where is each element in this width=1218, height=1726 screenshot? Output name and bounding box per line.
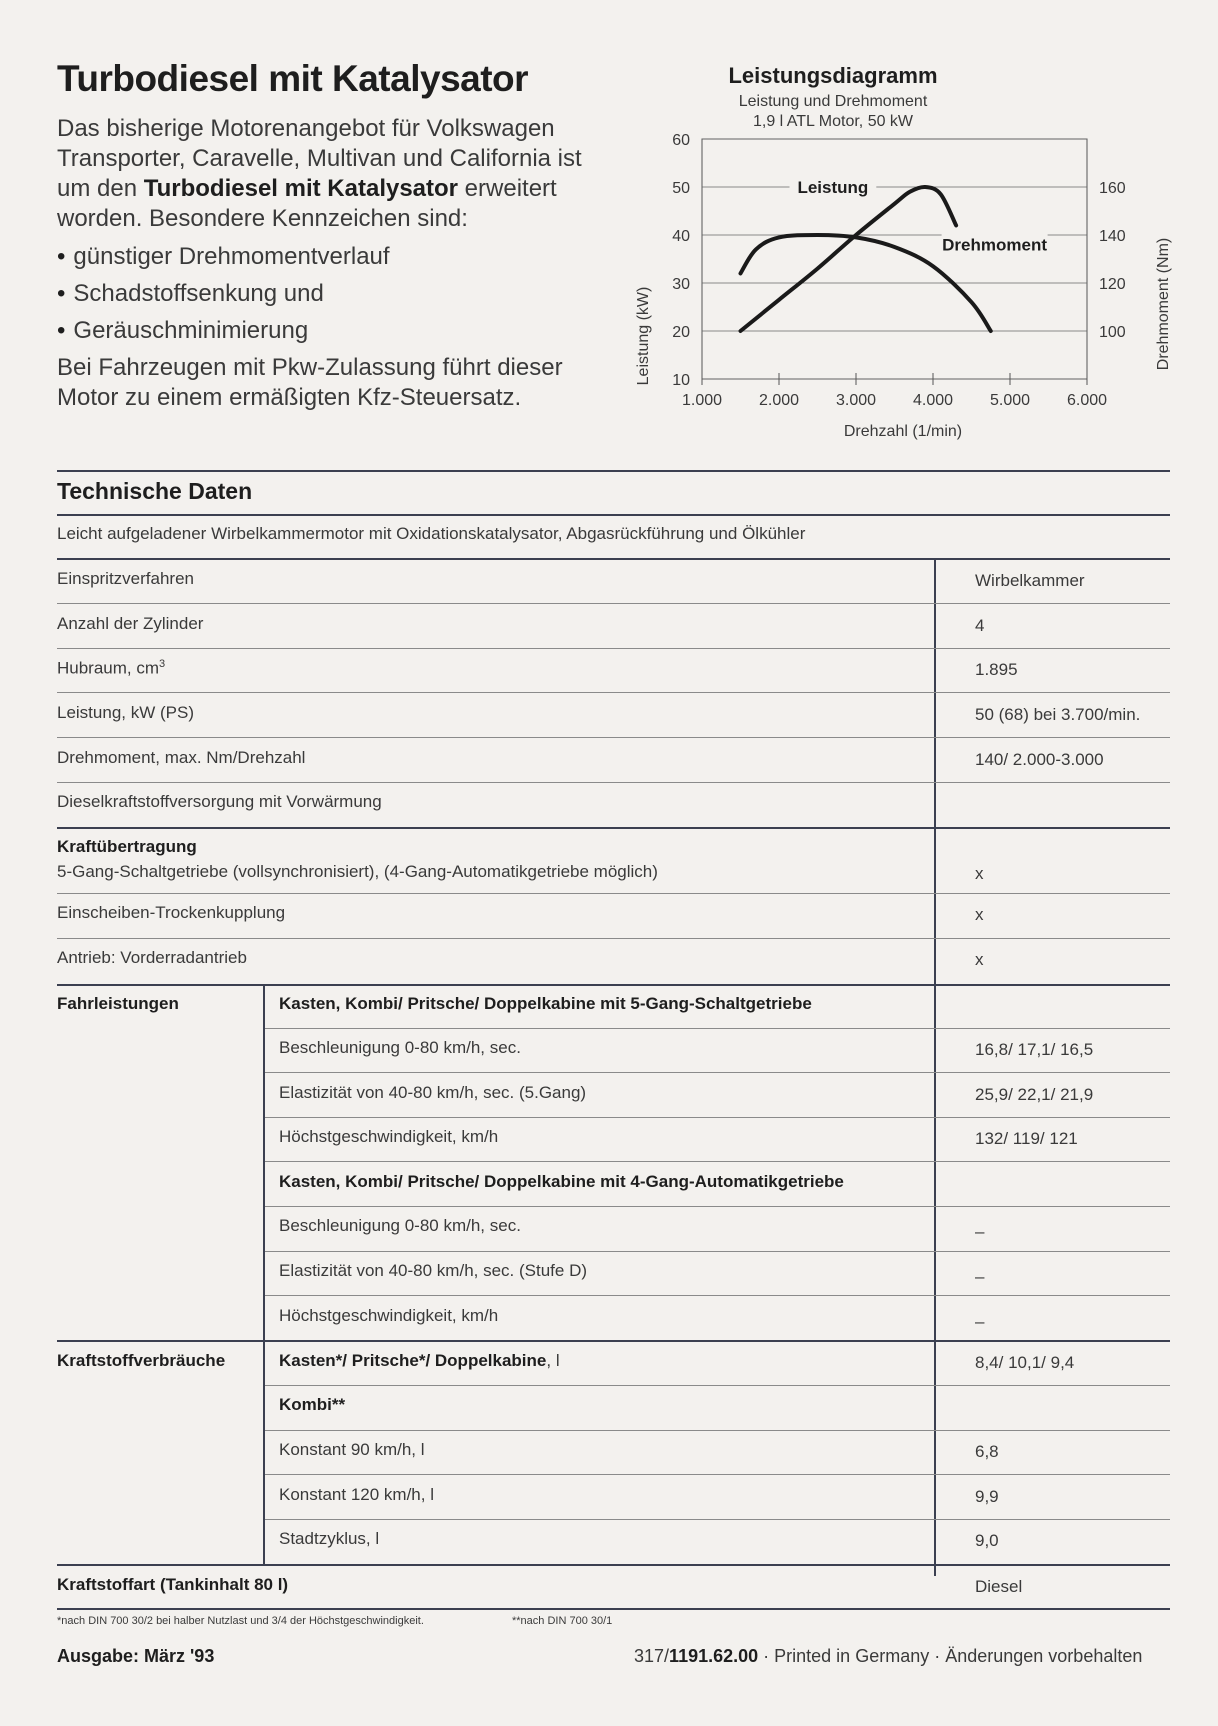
series-label: Leistung <box>797 178 869 197</box>
divider <box>265 1072 1170 1073</box>
divider <box>265 1474 1170 1475</box>
feature-list <box>57 238 617 349</box>
y-right-tick-label: 100 <box>1099 324 1126 341</box>
feature-item: • Schadstoffsenkung und <box>57 275 617 312</box>
print-info: 317/1191.62.00 · Printed in Germany · Änderungen vorbehalten <box>634 1646 1143 1666</box>
table-row-label: Leistung, kW (PS) <box>57 703 194 722</box>
table-row-value: – <box>975 1267 985 1286</box>
table-row-label: Konstant 120 km/h, l <box>279 1485 434 1504</box>
divider <box>265 1430 1170 1431</box>
chart-title: Leistungsdiagramm <box>728 63 938 88</box>
table-row-label: Elastizität von 40-80 km/h, sec. (Stufe D) <box>279 1261 588 1280</box>
table-row-label: Anzahl der Zylinder <box>57 614 204 633</box>
divider <box>265 1206 1170 1207</box>
divider <box>57 470 1170 472</box>
performance-group-title: Kasten, Kombi/ Pritsche/ Doppelkabine mit 5-Gang-Schaltgetriebe <box>279 994 812 1013</box>
consumption-heading: Kraftstoffverbräuche <box>57 1351 226 1370</box>
table-row-label: Elastizität von 40-80 km/h, sec. (5.Gang) <box>279 1083 587 1102</box>
y-left-tick-label: 60 <box>672 132 690 149</box>
divider <box>265 1251 1170 1252</box>
feature-item: • Geräuschminimierung <box>57 312 617 349</box>
x-tick-label: 4.000 <box>912 392 954 409</box>
divider <box>57 514 1170 516</box>
table-row-value: – <box>975 1312 985 1331</box>
divider <box>57 692 1170 693</box>
engine-description: Leicht aufgeladener Wirbelkammermotor mit Oxidationskatalysator, Abgasrückführung und Ölkühler <box>57 524 806 543</box>
footnote-1: *nach DIN 700 30/2 bei halber Nutzlast und 3/4 der Höchstgeschwindigkeit. <box>57 1615 424 1627</box>
divider <box>265 1117 1170 1118</box>
divider <box>265 1295 1170 1296</box>
performance-group-title: Kasten, Kombi/ Pritsche/ Doppelkabine mit 4-Gang-Automatikgetriebe <box>279 1172 844 1191</box>
table-row-value: 140/ 2.000-3.000 <box>975 750 1104 769</box>
divider <box>57 938 1170 939</box>
performance-chart <box>620 56 1180 446</box>
feature-item: • günstiger Drehmomentverlauf <box>57 238 617 275</box>
fuel-type-label: Kraftstoffart (Tankinhalt 80 l) <box>57 1575 289 1594</box>
divider <box>57 827 1170 829</box>
table-row-label: Beschleunigung 0-80 km/h, sec. <box>279 1216 521 1235</box>
table-row-label: Höchstgeschwindigkeit, km/h <box>279 1306 499 1325</box>
page-title: Turbodiesel mit Katalysator <box>57 58 529 99</box>
edition-label: Ausgabe: März '93 <box>57 1646 215 1666</box>
divider <box>57 782 1170 783</box>
table-row-label: Stadtzyklus, l <box>279 1529 380 1548</box>
divider <box>57 893 1170 894</box>
series-label: Drehmoment <box>942 235 1048 255</box>
table-row-value: – <box>975 1222 985 1241</box>
intro-paragraph-2: Bei Fahrzeugen mit Pkw-Zulassung führt dieser Motor zu einem ermäßigten Kfz-Steuersatz. <box>57 354 563 411</box>
x-tick-label: 6.000 <box>1066 392 1108 409</box>
table-row-value: 25,9/ 22,1/ 21,9 <box>975 1085 1094 1104</box>
table-row-value: 9,0 <box>975 1531 999 1550</box>
table-row-label: Antrieb: Vorderradantrieb <box>57 948 247 967</box>
table-row-value: x <box>975 905 984 924</box>
table-row-label: Beschleunigung 0-80 km/h, sec. <box>279 1038 521 1057</box>
table-row-value: Wirbelkammer <box>975 571 1085 590</box>
intro-paragraph-1: Das bisherige Motorenangebot für Volkswagen Transporter, Caravelle, Multivan und California ist um den Turbodiesel mit Katalysator erweitert worden. Besondere Kennzeichen sind: <box>57 115 582 232</box>
fuel-type-value: Diesel <box>975 1577 1023 1596</box>
table-column-divider <box>263 984 265 1564</box>
table-row-label: Konstant 90 km/h, l <box>279 1440 425 1459</box>
table-row-label: Einspritzverfahren <box>57 569 195 588</box>
divider <box>57 648 1170 649</box>
footnote-2: **nach DIN 700 30/1 <box>512 1615 613 1627</box>
x-tick-label: 1.000 <box>681 392 723 409</box>
x-tick-label: 3.000 <box>835 392 877 409</box>
chart-subtitle-1: Leistung und Drehmoment <box>738 93 928 110</box>
table-row-value: x <box>975 950 984 969</box>
y-right-tick-label: 160 <box>1099 180 1126 197</box>
table-row-value: 4 <box>975 616 985 635</box>
chart-grid <box>702 139 1087 379</box>
divider <box>57 1564 1170 1566</box>
y-right-tick-label: 140 <box>1099 228 1126 245</box>
table-row-label: 5-Gang-Schaltgetriebe (vollsynchronisiert), (4-Gang-Automatikgetriebe möglich) <box>57 862 658 881</box>
divider <box>57 603 1170 604</box>
chart-subtitle-2: 1,9 l ATL Motor, 50 kW <box>752 113 914 130</box>
table-row-label: Höchstgeschwindigkeit, km/h <box>279 1127 499 1146</box>
plot-frame <box>702 139 1087 379</box>
y-left-tick-label: 10 <box>672 372 690 389</box>
y-left-axis-label: Leistung (kW) <box>635 286 652 386</box>
x-axis-label: Drehzahl (1/min) <box>843 423 963 440</box>
y-left-tick-label: 30 <box>672 276 690 293</box>
divider <box>57 1340 1170 1342</box>
y-left-tick-label: 50 <box>672 180 690 197</box>
transmission-heading: Kraftübertragung <box>57 837 197 856</box>
x-tick-label: 5.000 <box>989 392 1031 409</box>
divider <box>265 1519 1170 1520</box>
performance-heading: Fahrleistungen <box>57 994 179 1013</box>
table-row-label: Hubraum, $cm^3$ <box>57 658 166 678</box>
table-row-value: 1.895 <box>975 660 1018 679</box>
table-row-label: Drehmoment, max. Nm/Drehzahl <box>57 748 306 767</box>
table-row-value: 132/ 119/ 121 <box>975 1129 1078 1148</box>
x-tick-label: 2.000 <box>758 392 800 409</box>
y-left-tick-label: 20 <box>672 324 690 341</box>
table-row-value: 50 (68) bei 3.700/min. <box>975 705 1141 724</box>
table-row-value: 8,4/ 10,1/ 9,4 <box>975 1353 1075 1372</box>
divider <box>57 1608 1170 1610</box>
table-row-label: Dieselkraftstoffversorgung mit Vorwärmung <box>57 792 382 811</box>
kombi-heading: Kombi** <box>279 1395 346 1414</box>
divider <box>57 558 1170 560</box>
table-row-value: 16,8/ 17,1/ 16,5 <box>975 1040 1094 1059</box>
intro-text <box>57 114 617 413</box>
y-right-tick-label: 120 <box>1099 276 1126 293</box>
divider <box>57 737 1170 738</box>
table-row-value: x <box>975 864 984 883</box>
divider <box>265 1161 1170 1162</box>
intro-bold-term: Turbodiesel mit Katalysator <box>143 175 459 202</box>
tech-section-title: Technische Daten <box>57 478 253 504</box>
table-row-label: Einscheiben-Trockenkupplung <box>57 903 286 922</box>
table-row-value: 9,9 <box>975 1487 999 1506</box>
y-left-tick-label: 40 <box>672 228 690 245</box>
divider <box>265 1385 1170 1386</box>
table-column-divider <box>934 558 936 1576</box>
divider <box>57 984 1170 986</box>
y-right-axis-label: Drehmoment (Nm) <box>1155 237 1172 371</box>
chart-series <box>741 176 1048 331</box>
table-row-label: Kasten*/ Pritsche*/ Doppelkabine, l <box>279 1351 560 1370</box>
divider <box>265 1028 1170 1029</box>
table-row-value: 6,8 <box>975 1442 999 1461</box>
